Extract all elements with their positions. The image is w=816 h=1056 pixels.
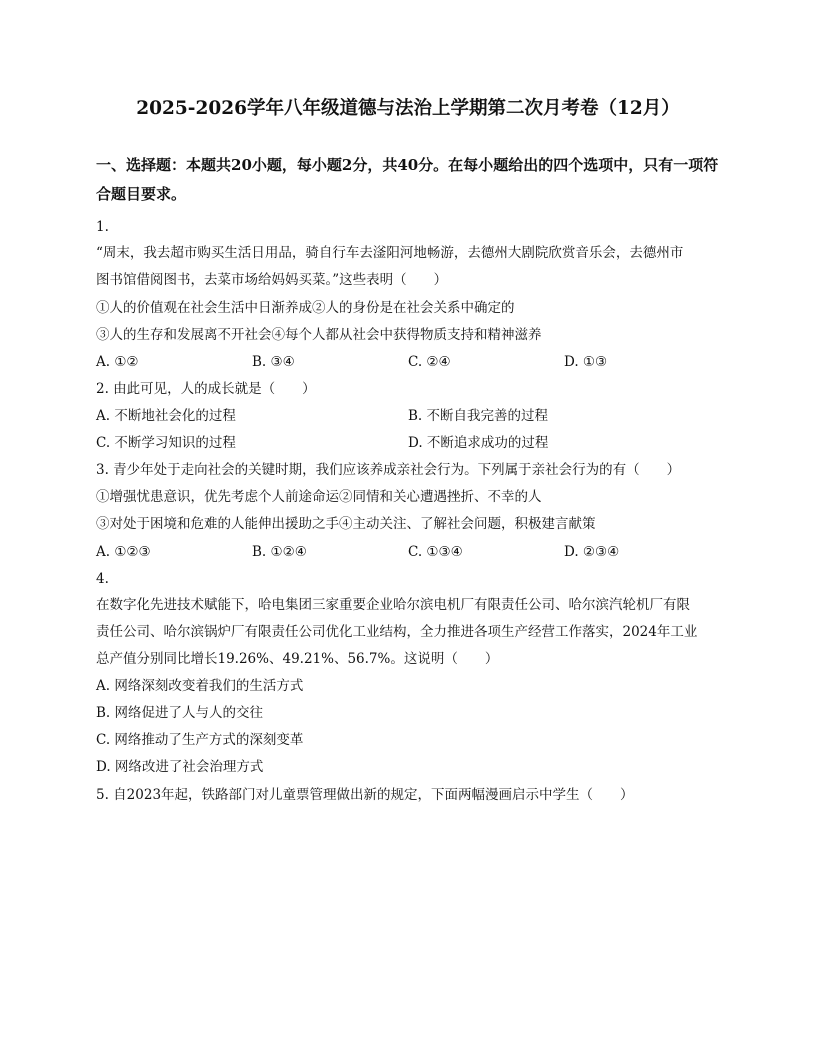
question-4-stem-line-1: 在数字化先进技术赋能下，哈电集团三家重要企业哈尔滨电机厂有限责任公司、哈尔滨汽轮机厂有限: [96, 597, 690, 613]
question-4-number: 4.: [96, 571, 109, 587]
question-2-option-d: D. 不断追求成功的过程: [408, 435, 549, 451]
question-1-option-c: C. ②④: [408, 354, 451, 370]
question-3-item-line-2: ③对处于困境和危难的人能伸出援助之手④主动关注、了解社会问题，积极建言献策: [96, 516, 596, 532]
question-2-option-b: B. 不断自我完善的过程: [408, 408, 549, 424]
question-4-option-d: D. 网络改进了社会治理方式: [96, 759, 264, 775]
question-1-option-d: D. ①③: [564, 354, 608, 370]
exam-page: [96, 0, 720, 1056]
question-3-item-line-1: ①增强忧患意识，优先考虑个人前途命运②同情和关心遭遇挫折、不幸的人: [96, 489, 542, 505]
question-3-option-a: A. ①②③: [96, 544, 151, 560]
question-4-stem-line-3: 总产值分别同比增长19.26%、49.21%、56.7%。这说明（ ）: [96, 651, 499, 667]
question-1-option-a: A. ①②: [96, 354, 139, 370]
question-3-option-b: B. ①②④: [252, 544, 307, 560]
question-3-option-d: D. ②③④: [564, 544, 620, 560]
exam-title: 2025-2026学年八年级道德与法治上学期第二次月考卷（12月）: [136, 98, 680, 119]
question-1-stem-line-1: “周末，我去超市购买生活日用品，骑自行车去滏阳河地畅游，去德州大剧院欣赏音乐会，去德州市: [96, 245, 684, 261]
question-1-number: 1.: [96, 219, 109, 235]
question-5-stem: 5. 自2023年起，铁路部门对儿童票管理做出新的规定，下面两幅漫画启示中学生（ ）: [96, 787, 634, 803]
question-1-option-b: B. ③④: [252, 354, 295, 370]
question-2-option-a: A. 不断地社会化的过程: [96, 408, 236, 424]
question-2-stem: 2. 由此可见，人的成长就是（ ）: [96, 381, 316, 397]
question-4-option-a: A. 网络深刻改变着我们的生活方式: [96, 678, 304, 694]
question-3-stem: 3. 青少年处于走向社会的关键时期，我们应该养成亲社会行为。下列属于亲社会行为的有（ ）: [96, 462, 681, 478]
question-1-item-line-1: ①人的价值观在社会生活中日渐养成②人的身份是在社会关系中确定的: [96, 300, 515, 316]
question-4-option-c: C. 网络推动了生产方式的深刻变革: [96, 732, 304, 748]
question-4-option-b: B. 网络促进了人与人的交往: [96, 705, 264, 721]
question-1-stem-line-2: 图书馆借阅图书，去菜市场给妈妈买菜。”这些表明（ ）: [96, 272, 448, 288]
section-heading: 一、选择题：本题共20小题，每小题2分，共40分。在每小题给出的四个选项中，只有一项符合题目要求。: [96, 156, 719, 203]
question-4-stem-line-2: 责任公司、哈尔滨锅炉厂有限责任公司优化工业结构，全力推进各项生产经营工作落实，2024年工业: [96, 624, 698, 640]
question-3-option-c: C. ①③④: [408, 544, 463, 560]
question-2-option-c: C. 不断学习知识的过程: [96, 435, 236, 451]
question-1-item-line-2: ③人的生存和发展离不开社会④每个人都从社会中获得物质支持和精神滋养: [96, 327, 542, 343]
